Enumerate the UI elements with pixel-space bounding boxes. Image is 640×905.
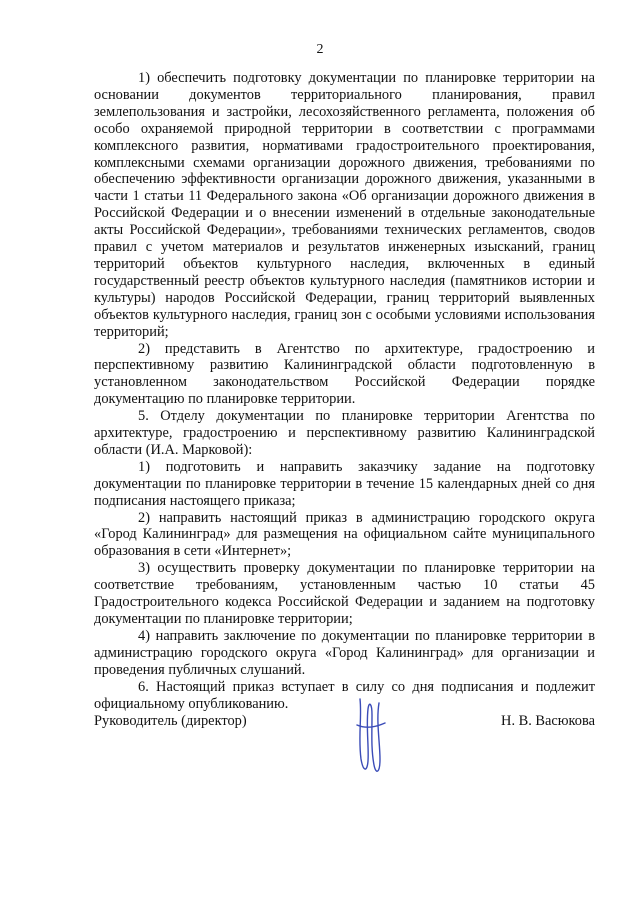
paragraph-section-6: 6. Настоящий приказ вступает в силу со дня подписания и подлежит официальному опубликованию. (94, 678, 595, 712)
paragraph-section-5-item-3: 3) осуществить проверку документации по планировке территории на соответствие требованиям, установленным частью 10 статьи 45 Градостроительного кодекса Российской Федерации и заданием на подготовку документации по планировке территории; (94, 560, 595, 627)
paragraph-section-5-item-2: 2) направить настоящий приказ в администрацию городского округа «Город Калининград» для размещения на официальном сайте муниципального образования в сети «Интернет»; (94, 509, 595, 560)
paragraph-section-5-item-1: 1) подготовить и направить заказчику задание на подготовку документации по планировке территории в течение 15 календарных дней со дня подписания настоящего приказа; (94, 458, 595, 509)
signature-block (94, 713, 595, 793)
handwritten-signature (352, 687, 388, 777)
signatory-role: Руководитель (директор) (94, 713, 247, 729)
paragraph-item-2: 2) представить в Агентство по архитектуре, градостроению и перспективному развитию Калининградской области подготовленную в установленном законодательством Российской Федерации порядке документацию по планировке территории. (94, 340, 595, 408)
paragraph-section-5: 5. Отделу документации по планировке территории Агентства по архитектуре, градостроению и перспективному развитию Калининградской области (И.А. Марковой): (94, 408, 595, 458)
paragraph-item-1: 1) обеспечить подготовку документации по планировке территории на основании документов территориального планирования, правил землепользования и застройки, лесохозяйственного регламента, положения об особо охраняемой природной территории в соответствии с программами комплексного развития, нормативами градостроительного проектирования, комплексными схемами организации дорожного движения, требованиями по обеспечению эффективности организации дорожного движения, указанными в части 1 статьи 11 Федерального закона «Об организации дорожного движения в Российской Федерации и о внесении изменений в отдельные законодательные акты Российской Федерации», требованиями технических регламентов, сводов правил с учетом материалов и результатов инженерных изысканий, границ территорий объектов культурного наследия, включенных в единый государственный реестр объектов культурного наследия (памятников истории и культуры) народов Российской Федерации, границ территорий выявленных объектов культурного наследия, границ зон с особыми условиями использования территорий; (94, 70, 595, 340)
paragraph-section-5-item-4: 4) направить заключение по документации по планировке территории в администрацию городского округа «Город Калининград» для организации и проведения публичных слушаний. (94, 627, 595, 678)
page-number: 2 (316, 42, 324, 57)
document-body (94, 70, 595, 712)
signatory-name: Н. В. Васюкова (501, 713, 595, 729)
